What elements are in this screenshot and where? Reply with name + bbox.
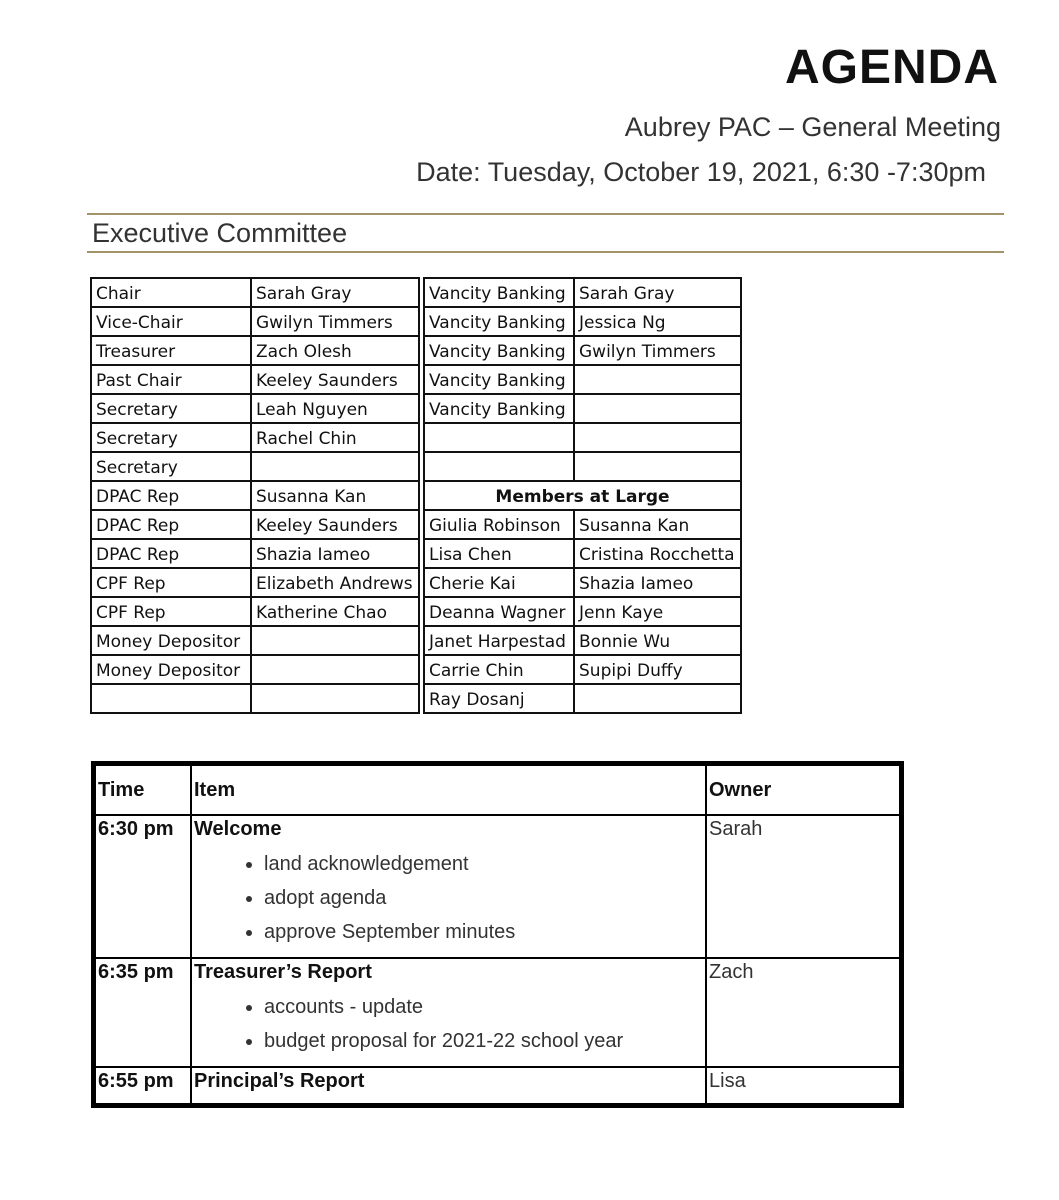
banking-role-cell: Lisa Chen xyxy=(424,539,574,568)
committee-row xyxy=(91,684,741,713)
banking-role-cell: Giulia Robinson xyxy=(424,510,574,539)
banking-name-cell xyxy=(574,394,741,423)
name-cell: Leah Nguyen xyxy=(251,394,419,423)
banking-name-cell: Supipi Duffy xyxy=(574,655,741,684)
banking-name-cell: Cristina Rocchetta xyxy=(574,539,741,568)
role-cell: Chair xyxy=(91,278,251,307)
banking-role-cell: Vancity Banking xyxy=(424,394,574,423)
banking-name-cell: Bonnie Wu xyxy=(574,626,741,655)
committee-row xyxy=(91,336,741,365)
banking-name-cell: Sarah Gray xyxy=(574,278,741,307)
banking-role-cell: Carrie Chin xyxy=(424,655,574,684)
agenda-subitem: • adopt agenda xyxy=(264,881,703,915)
agenda-row xyxy=(94,958,902,1067)
banking-name-cell: Jenn Kaye xyxy=(574,597,741,626)
role-cell: Treasurer xyxy=(91,336,251,365)
members-at-large-header: Members at Large xyxy=(424,481,741,510)
name-cell xyxy=(251,655,419,684)
agenda-row xyxy=(94,815,902,958)
role-cell: DPAC Rep xyxy=(91,481,251,510)
agenda-owner: Zach xyxy=(706,958,902,1067)
banking-role-cell: Vancity Banking xyxy=(424,365,574,394)
banking-role-cell: Cherie Kai xyxy=(424,568,574,597)
banking-role-cell: Vancity Banking xyxy=(424,278,574,307)
name-cell: Keeley Saunders xyxy=(251,510,419,539)
agenda-time: 6:35 pm xyxy=(94,958,192,1067)
committee-row xyxy=(91,626,741,655)
page-title: AGENDA xyxy=(784,41,999,94)
top-divider xyxy=(87,213,1004,215)
agenda-row xyxy=(94,1067,902,1106)
banking-name-cell: Gwilyn Timmers xyxy=(574,336,741,365)
committee-row xyxy=(91,452,741,481)
committee-row xyxy=(91,655,741,684)
banking-role-cell: Deanna Wagner xyxy=(424,597,574,626)
role-cell: Vice-Chair xyxy=(91,307,251,336)
banking-role-cell: Janet Harpestad xyxy=(424,626,574,655)
committee-row xyxy=(91,510,741,539)
committee-row xyxy=(91,539,741,568)
banking-name-cell: Jessica Ng xyxy=(574,307,741,336)
item-header: Item xyxy=(191,764,706,816)
name-cell xyxy=(251,452,419,481)
committee-row xyxy=(91,307,741,336)
name-cell: Elizabeth Andrews xyxy=(251,568,419,597)
name-cell xyxy=(251,626,419,655)
committee-row xyxy=(91,423,741,452)
committee-row xyxy=(91,278,741,307)
agenda-subitem: • approve September minutes xyxy=(264,915,703,949)
meeting-date: Date: Tuesday, October 19, 2021, 6:30 -7:30pm xyxy=(416,157,986,187)
section-title: Executive Committee xyxy=(92,218,348,248)
role-cell: CPF Rep xyxy=(91,568,251,597)
name-cell xyxy=(251,684,419,713)
agenda-item xyxy=(191,1067,706,1106)
role-cell xyxy=(91,684,251,713)
name-cell: Gwilyn Timmers xyxy=(251,307,419,336)
role-cell: Secretary xyxy=(91,394,251,423)
name-cell: Keeley Saunders xyxy=(251,365,419,394)
agenda-item-title: Principal’s Report xyxy=(194,1070,365,1092)
agenda-subitems xyxy=(194,847,703,949)
name-cell: Katherine Chao xyxy=(251,597,419,626)
committee-row xyxy=(91,568,741,597)
role-cell: Past Chair xyxy=(91,365,251,394)
committee-row xyxy=(91,597,741,626)
committee-row xyxy=(91,481,741,510)
agenda-item-title: Treasurer’s Report xyxy=(194,961,372,983)
banking-name-cell xyxy=(574,452,741,481)
banking-name-cell xyxy=(574,365,741,394)
executive-committee-table xyxy=(90,277,742,714)
banking-name-cell xyxy=(574,684,741,713)
role-cell: CPF Rep xyxy=(91,597,251,626)
name-cell: Rachel Chin xyxy=(251,423,419,452)
committee-row xyxy=(91,365,741,394)
banking-role-cell: Vancity Banking xyxy=(424,336,574,365)
agenda-header-row xyxy=(94,764,902,816)
agenda-table xyxy=(91,761,904,1108)
role-cell: Money Depositor xyxy=(91,655,251,684)
name-cell: Shazia Iameo xyxy=(251,539,419,568)
banking-role-cell xyxy=(424,452,574,481)
agenda-owner: Sarah xyxy=(706,815,902,958)
banking-role-cell: Vancity Banking xyxy=(424,307,574,336)
bottom-divider xyxy=(87,251,1004,253)
name-cell: Zach Olesh xyxy=(251,336,419,365)
agenda-item xyxy=(191,958,706,1067)
banking-role-cell: Ray Dosanj xyxy=(424,684,574,713)
time-header: Time xyxy=(94,764,192,816)
owner-header: Owner xyxy=(706,764,902,816)
agenda-time: 6:55 pm xyxy=(94,1067,192,1106)
role-cell: Secretary xyxy=(91,423,251,452)
name-cell: Susanna Kan xyxy=(251,481,419,510)
name-cell: Sarah Gray xyxy=(251,278,419,307)
agenda-item-title: Welcome xyxy=(194,818,282,840)
banking-role-cell xyxy=(424,423,574,452)
banking-name-cell xyxy=(574,423,741,452)
role-cell: DPAC Rep xyxy=(91,539,251,568)
role-cell: Money Depositor xyxy=(91,626,251,655)
agenda-subitem: • budget proposal for 2021-22 school year xyxy=(264,1024,703,1058)
banking-name-cell: Susanna Kan xyxy=(574,510,741,539)
agenda-subitem: • accounts - update xyxy=(264,990,703,1024)
agenda-subitems xyxy=(194,990,703,1058)
banking-name-cell: Shazia Iameo xyxy=(574,568,741,597)
agenda-owner: Lisa xyxy=(706,1067,902,1106)
meeting-name: Aubrey PAC – General Meeting xyxy=(624,112,1001,142)
committee-row xyxy=(91,394,741,423)
agenda-item xyxy=(191,815,706,958)
agenda-time: 6:30 pm xyxy=(94,815,192,958)
agenda-subitem: • land acknowledgement xyxy=(264,847,703,881)
role-cell: DPAC Rep xyxy=(91,510,251,539)
role-cell: Secretary xyxy=(91,452,251,481)
